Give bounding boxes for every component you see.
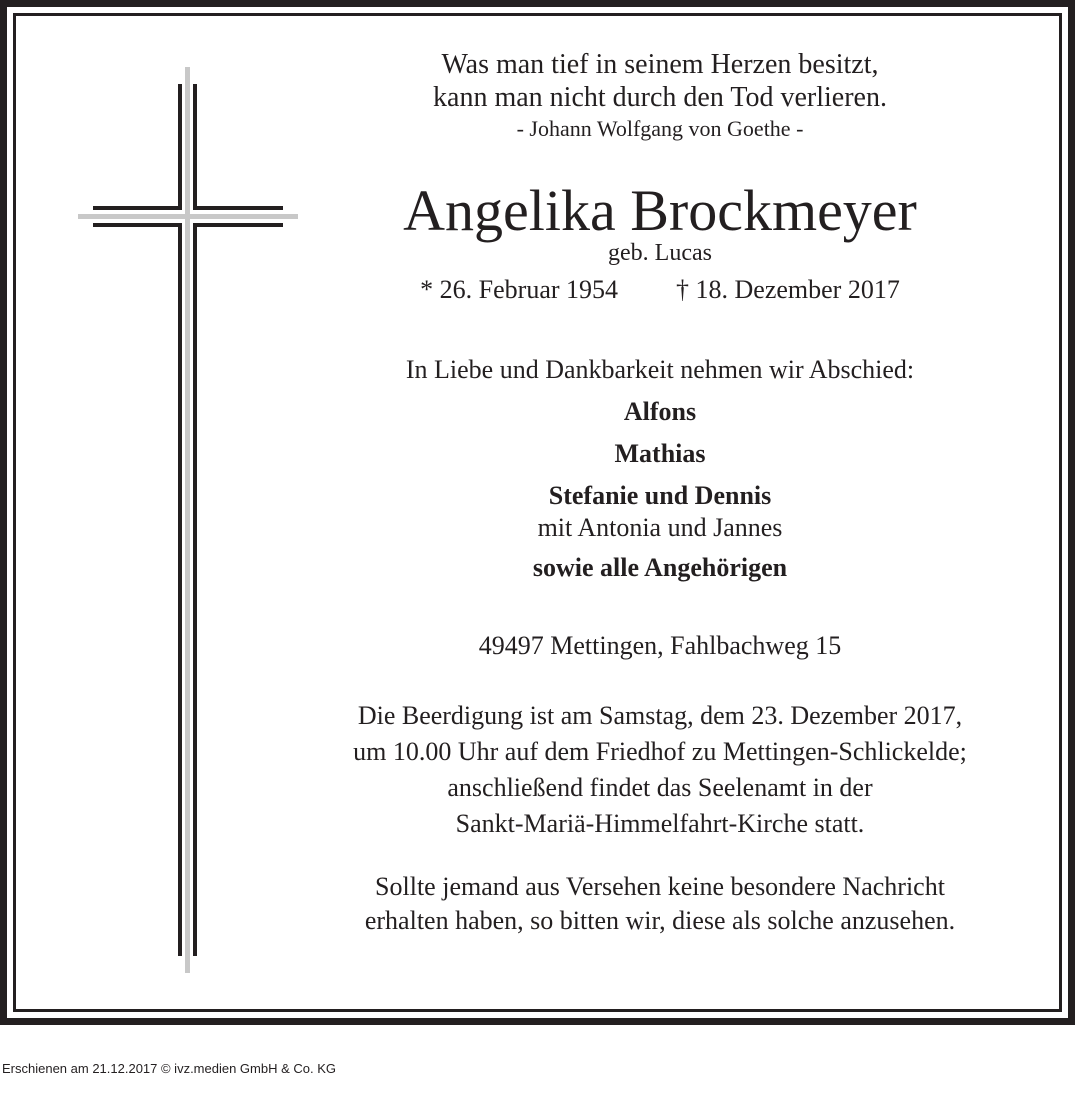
mourner-name: Stefanie und Dennis [548, 481, 772, 510]
mourner-children: mit Antonia und Jannes [537, 513, 783, 542]
publication-footer: Erschienen am 21.12.2017 © ivz.medien GmbH & Co. KG [2, 1061, 337, 1076]
cross-horizontal-gray [78, 214, 298, 219]
death-date: † 18. Dezember 2017 [676, 275, 900, 304]
cross-lower-left-stroke [178, 223, 182, 956]
cross-top-right-bar [193, 206, 283, 210]
mourner-name: Mathias [614, 439, 706, 468]
cross-upper-right-stroke [193, 84, 197, 209]
cross-icon [0, 0, 310, 990]
funeral-line: anschließend findet das Seelenamt in der [447, 773, 873, 802]
quote-line-2: kann man nicht durch den Tod verlieren. [433, 82, 887, 113]
cross-top-left-bar [93, 206, 182, 210]
family-address: 49497 Mettingen, Fahlbachweg 15 [478, 631, 842, 660]
cross-vertical-gray [185, 67, 190, 973]
funeral-line: um 10.00 Uhr auf dem Friedhof zu Mettingen-Schlickelde; [353, 737, 967, 766]
funeral-line: Die Beerdigung ist am Samstag, dem 23. Dezember 2017, [357, 701, 963, 730]
cross-bottom-left-bar [93, 223, 182, 227]
cross-upper-left-stroke [178, 84, 182, 209]
life-dates [300, 272, 1020, 308]
funeral-details [300, 698, 1020, 842]
obituary-content [300, 48, 1020, 938]
notice [300, 870, 1020, 938]
notice-line: erhalten haben, so bitten wir, diese als solche anzusehen. [364, 906, 956, 935]
funeral-line: Sankt-Mariä-Himmelfahrt-Kirche statt. [455, 809, 865, 838]
mourner-relatives: sowie alle Angehörigen [532, 553, 788, 582]
farewell-intro: In Liebe und Dankbarkeit nehmen wir Abschied: [405, 355, 915, 384]
birth-date: * 26. Februar 1954 [420, 275, 619, 304]
cross-lower-right-stroke [193, 223, 197, 956]
deceased-name: Angelika Brockmeyer [403, 178, 917, 243]
mourner-name: Alfons [623, 397, 697, 426]
notice-line: Sollte jemand aus Versehen keine besondere Nachricht [375, 872, 945, 901]
quote-line-1: Was man tief in seinem Herzen besitzt, [441, 49, 879, 80]
cross-bottom-right-bar [193, 223, 283, 227]
quote-author: - Johann Wolfgang von Goethe - [516, 116, 804, 141]
maiden-name: geb. Lucas [608, 240, 712, 266]
